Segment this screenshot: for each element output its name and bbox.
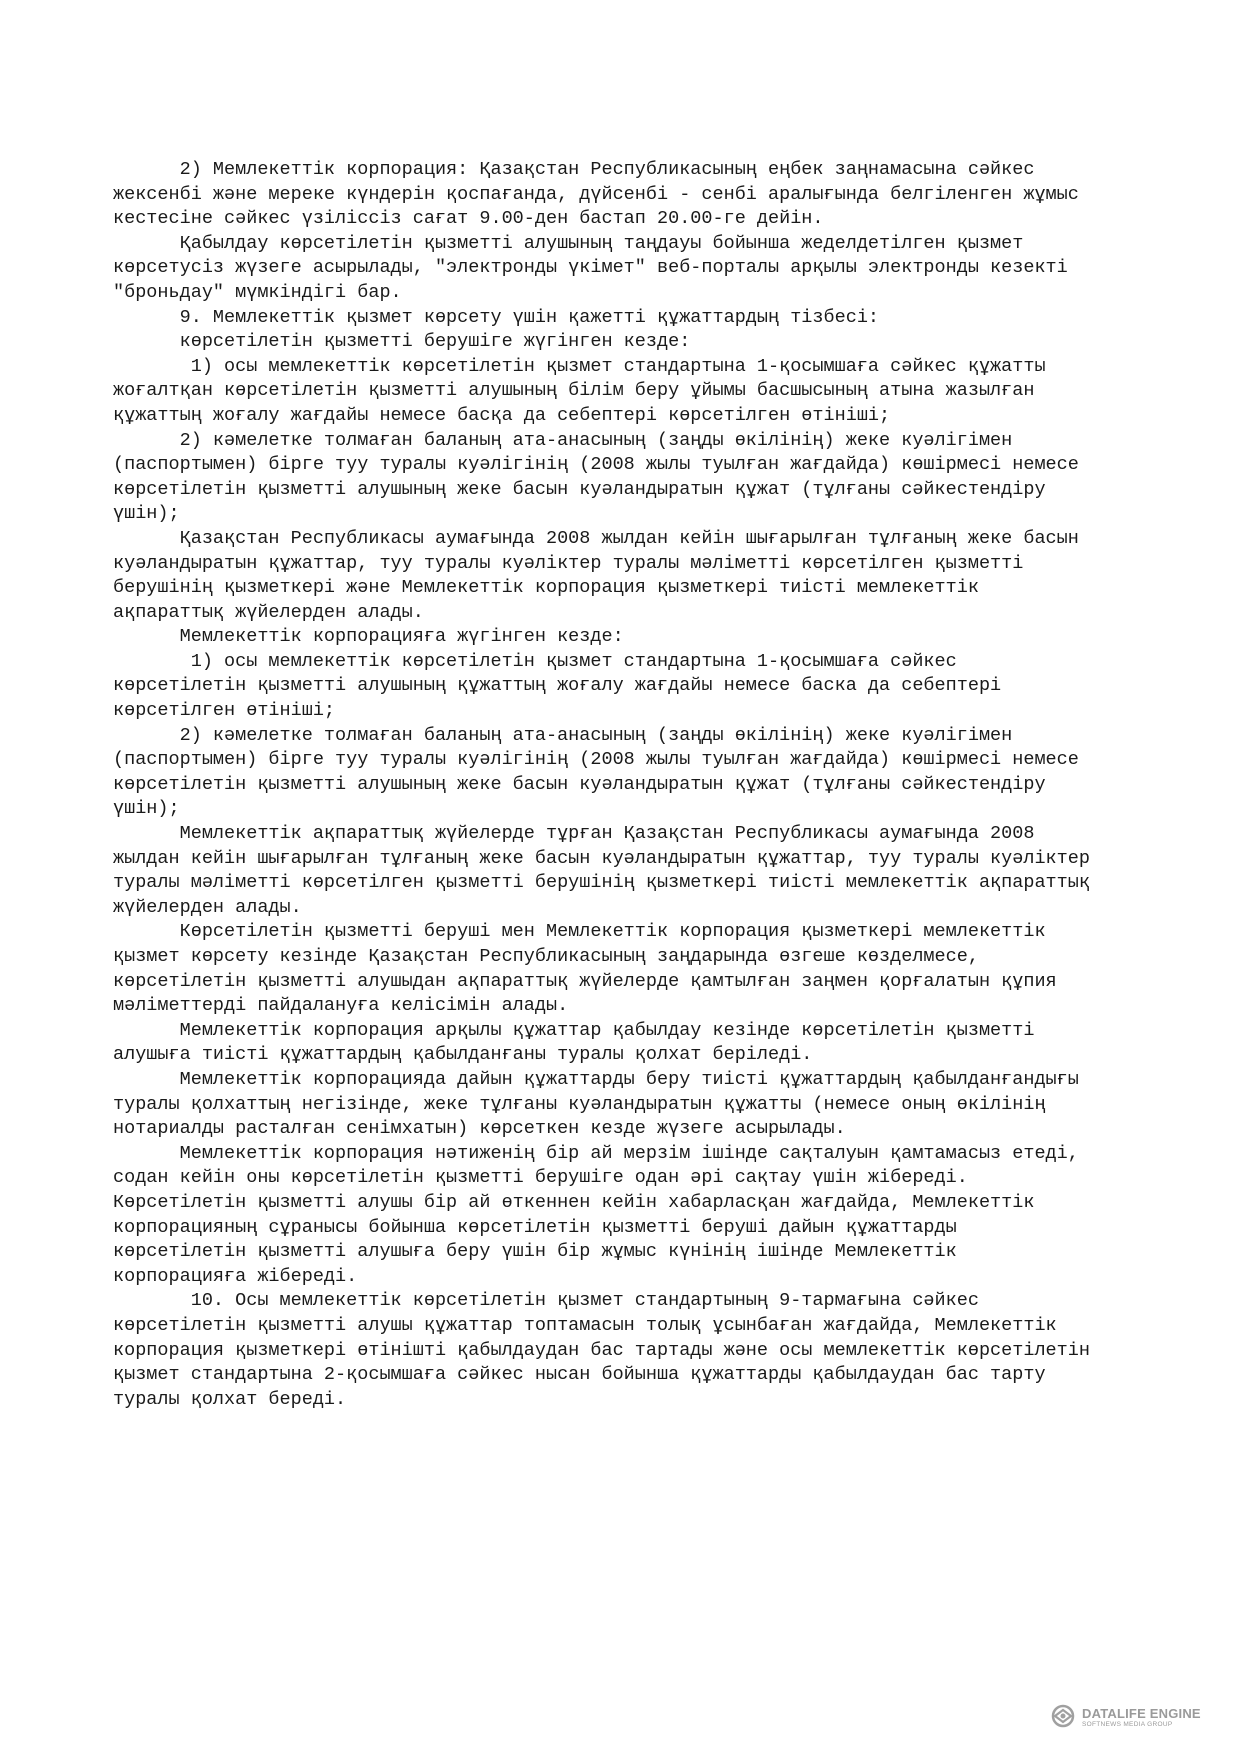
text-line: Мемлекеттік корпорация нәтиженің бір ай мерзім ішінде сақталуын қамтамасыз етеді, xyxy=(113,1142,1079,1164)
text-line: берушінің қызметкері және Мемлекеттік корпорация қызметкері тиісті мемлекеттік xyxy=(113,577,979,599)
text-line: корпорацияға жібереді. xyxy=(113,1265,358,1287)
watermark-subtitle: SOFTNEWS MEDIA GROUP xyxy=(1082,1721,1173,1729)
text-line: 2) Мемлекеттік корпорация: Қазақстан Республикасының еңбек заңнамасына сәйкес xyxy=(113,159,1035,180)
text-line: 10. Осы мемлекеттік көрсетілетін қызмет стандартының 9-тармағына сәйкес xyxy=(113,1290,979,1312)
text-line: туралы қолхат береді. xyxy=(113,1388,347,1410)
text-line: көрсетілетін қызметті берушіге жүгінген кезде: xyxy=(113,331,691,353)
text-line: көрсетілетін қызметті алушыдан ақпараттық жүйелерде қамтылған заңмен қорғалатын құпия xyxy=(113,970,1057,992)
text-line: үшін); xyxy=(113,798,180,820)
text-line: Көрсетілетін қызметті беруші мен Мемлекеттік корпорация қызметкері мемлекеттік xyxy=(113,921,1046,943)
text-line: "броньдау" мүмкіндігі бар. xyxy=(113,281,402,303)
text-line: Көрсетілетін қызметті алушы бір ай өткеннен кейін хабарласқан жағдайда, Мемлекеттік xyxy=(113,1191,1035,1213)
text-line: мәліметтерді пайдалануға келісімін алады. xyxy=(113,995,569,1017)
text-line: кестесіне сәйкес үзіліссіз сағат 9.00-ден бастап 20.00-ге дейін. xyxy=(113,208,824,230)
document-body xyxy=(113,158,1123,1412)
text-line: қызмет көрсету кезінде Қазақстан Республикасының заңдарында өзгеше көзделмесе, xyxy=(113,946,979,967)
text-line: жылдан кейін шығарылған тұлғаның жеке басын куәландыратын құжаттар, туу туралы куәліктер xyxy=(113,847,1090,869)
text-line: 2) кәмелетке толмаған баланың ата-анасының (заңды өкілінің) жеке куәлігімен xyxy=(113,724,1013,746)
text-line: көрсетілетін қызметті алушының құжаттың жоғалу жағдайы немесе баска да себептері xyxy=(113,675,1002,697)
text-line: (паспортымен) бірге туу туралы куәлігінің (2008 жылы туылған жағдайда) көшірмесі немесе xyxy=(113,749,1079,771)
text-line: Қазақстан Республикасы аумағында 2008 жылдан кейін шығарылған тұлғаның жеке басын xyxy=(113,527,1079,549)
datalife-logo-icon xyxy=(1050,1703,1076,1734)
text-line: 9. Мемлекеттік қызмет көрсету үшін қажетті құжаттардың тізбесі: xyxy=(113,306,880,328)
text-line: жүйелерден алады. xyxy=(113,896,302,918)
text-line: үшін); xyxy=(113,503,180,525)
text-line: туралы мәліметті көрсетілген қызметті берушінің қызметкері тиісті мемлекеттік ақпараттық xyxy=(113,872,1090,894)
text-line: көрсетусіз жүзеге асырылады, "электронды үкімет" веб-порталы арқылы электронды кезекті xyxy=(113,257,1068,279)
text-line: көрсетілген өтініші; xyxy=(113,700,336,722)
watermark-title: DATALIFE ENGINE xyxy=(1082,1706,1201,1722)
text-line: Мемлекеттік корпорацияға жүгінген кезде: xyxy=(113,626,624,648)
text-line: корпорация қызметкері өтінішті қабылдаудан бас тартады және осы мемлекеттік көрсетілетін xyxy=(113,1339,1090,1361)
text-line: (паспортымен) бірге туу туралы куәлігінің (2008 жылы туылған жағдайда) көшірмесі немесе xyxy=(113,454,1079,476)
text-line: корпорацияның сұранысы бойынша көрсетілетін қызметті беруші дайын құжаттарды xyxy=(113,1216,957,1238)
text-line: көрсетілетін қызметті алушыға беру үшін бір жұмыс күнінің ішінде Мемлекеттік xyxy=(113,1241,957,1263)
text-line: 1) осы мемлекеттік көрсетілетін қызмет стандартына 1-қосымшаға сәйкес xyxy=(113,650,957,672)
text-line: жоғалтқан көрсетілетін қызметті алушының білім беру ұйымы басшысының атына жазылған xyxy=(113,380,1035,402)
text-line: жексенбі және мереке күндерін қоспағанда, дүйсенбі - сенбі аралығында белгіленген жұмыс xyxy=(113,183,1079,205)
text-line: Мемлекеттік корпорацияда дайын құжаттарды беру тиісті құжаттардың қабылданғандығы xyxy=(113,1068,1079,1090)
text-line: қызмет стандартына 2-қосымшаға сәйкес нысан бойынша құжаттарды қабылдаудан бас тарту xyxy=(113,1364,1046,1386)
text-line: содан кейін оны көрсетілетін қызметті берушіге одан әрі сақтау үшін жібереді. xyxy=(113,1167,968,1189)
text-line: көрсетілетін қызметті алушы құжаттар топтамасын толық ұсынбаған жағдайда, Мемлекеттік xyxy=(113,1314,1057,1336)
text-line: Мемлекеттік ақпараттық жүйелерде тұрған Қазақстан Республикасы аумағында 2008 xyxy=(113,823,1035,845)
text-line: алушыға тиісті құжаттардың қабылданғаны туралы қолхат беріледі. xyxy=(113,1044,813,1066)
text-line: құжаттың жоғалу жағдайы немесе басқа да себептері көрсетілген өтініші; xyxy=(113,404,891,426)
text-line: куәландыратын құжаттар, туу туралы куәліктер туралы мәліметті көрсетілген қызметті xyxy=(113,552,1024,574)
text-line: көрсетілетін қызметті алушының жеке басын куәландыратын құжат (тұлғаны сәйкестендіру xyxy=(113,478,1046,500)
watermark xyxy=(1050,1700,1230,1736)
text-line: көрсетілетін қызметті алушының жеке басын куәландыратын құжат (тұлғаны сәйкестендіру xyxy=(113,773,1046,795)
text-line: 1) осы мемлекеттік көрсетілетін қызмет стандартына 1-қосымшаға сәйкес құжатты xyxy=(113,355,1046,377)
text-line: ақпараттық жүйелерден алады. xyxy=(113,601,424,623)
text-line: Мемлекеттік корпорация арқылы құжаттар қабылдау кезінде көрсетілетін қызметті xyxy=(113,1019,1035,1041)
text-line: 2) кәмелетке толмаған баланың ата-анасының (заңды өкілінің) жеке куәлігімен xyxy=(113,429,1013,451)
text-line: Қабылдау көрсетілетін қызметті алушының таңдауы бойынша жеделдетілген қызмет xyxy=(113,232,1024,254)
text-line: нотариалды расталған сенімхатын) көрсеткен кезде жүзеге асырылады. xyxy=(113,1118,846,1140)
text-line: туралы қолхаттың негізінде, жеке тұлғаны куәландыратын құжатты (немесе оның өкілінің xyxy=(113,1093,1046,1115)
